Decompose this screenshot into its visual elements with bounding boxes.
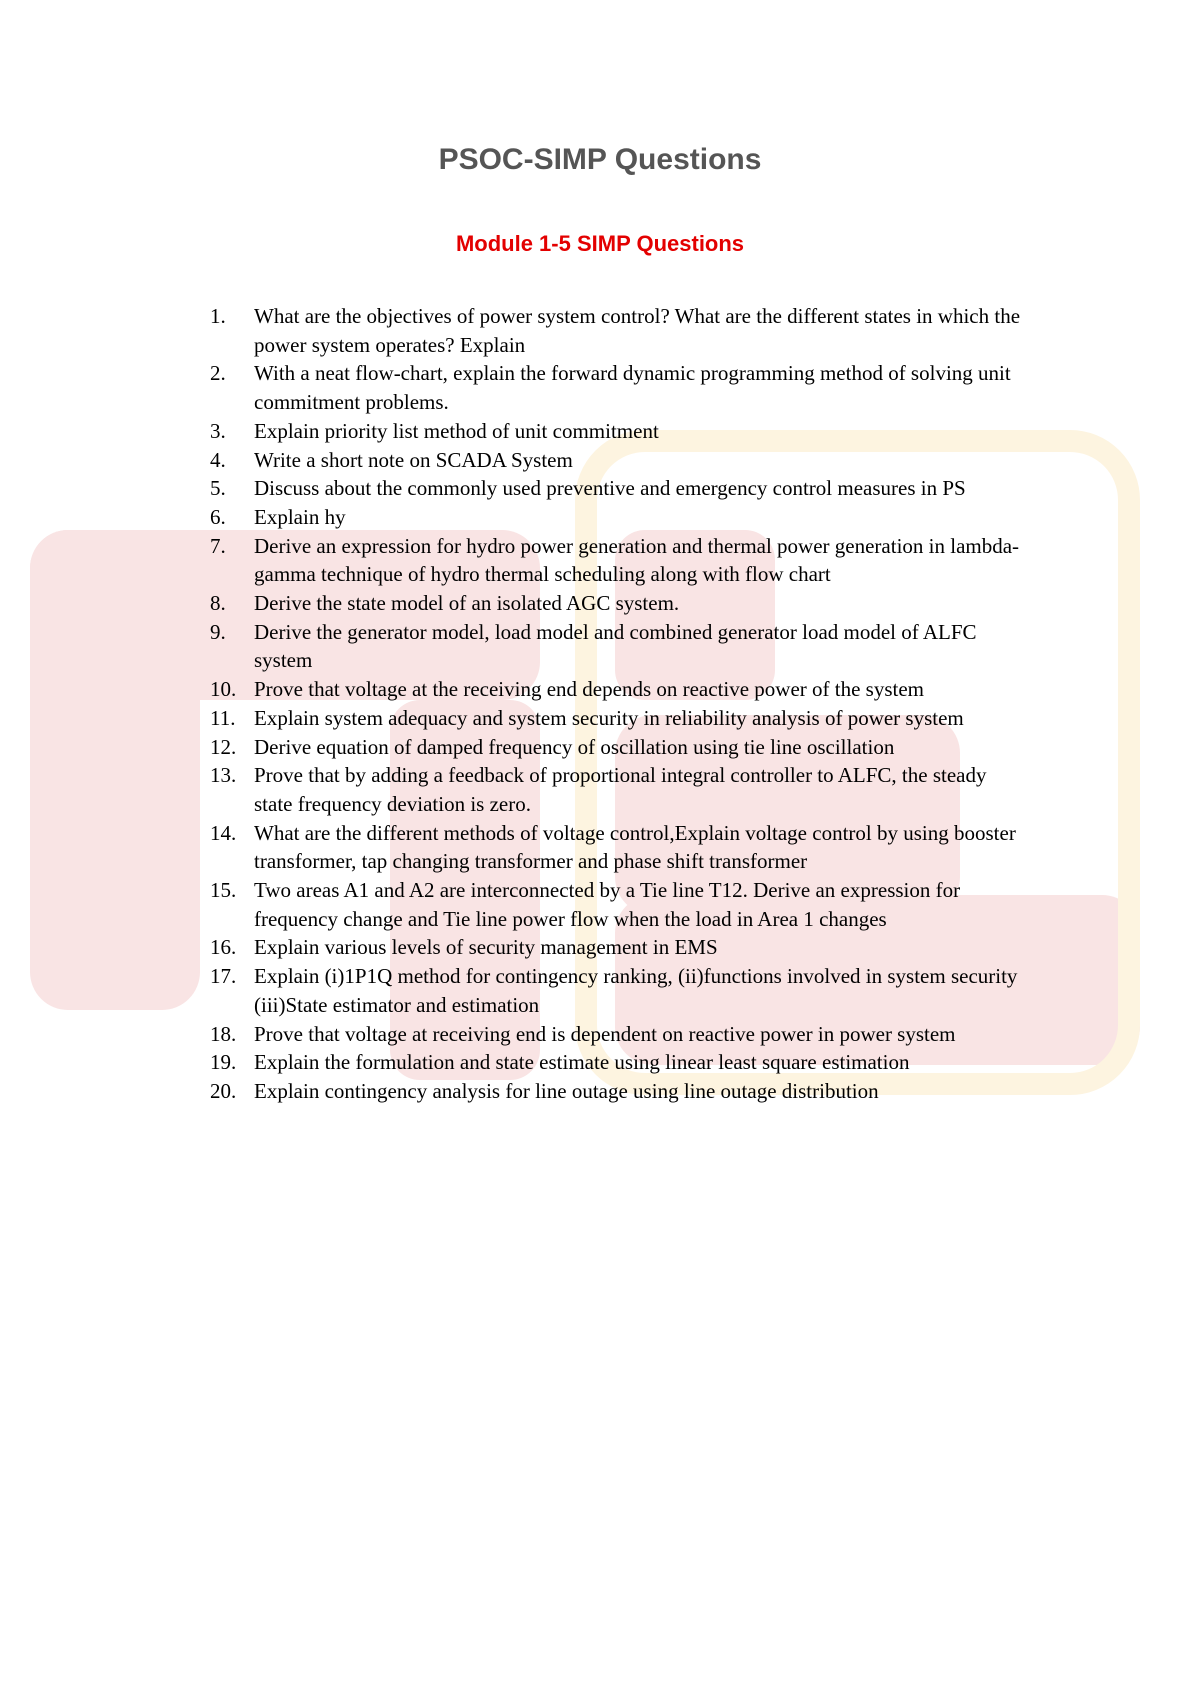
question-number: 13.: [210, 763, 237, 788]
question-text: Discuss about the commonly used preventive and emergency control measures in PS: [254, 476, 966, 501]
question-number: 5.: [210, 476, 226, 501]
question-text: Prove that voltage at receiving end is dependent on reactive power in power system: [254, 1021, 956, 1046]
question-text: Explain priority list method of unit commitment: [254, 418, 659, 443]
question-number: 8.: [210, 591, 226, 616]
question-item: [210, 618, 1030, 675]
question-text: Explain contingency analysis for line outage using line outage distribution: [254, 1078, 879, 1103]
question-number: 11.: [210, 705, 236, 730]
question-item: [210, 704, 1030, 733]
question-text: What are the different methods of voltage control,Explain voltage control by using booster transformer, tap changing transformer and phase shift transformer: [254, 820, 1016, 874]
question-item: [210, 1020, 1030, 1049]
question-item: [210, 761, 1030, 818]
question-text: Explain various levels of security management in EMS: [254, 935, 718, 960]
question-text: Derive the generator model, load model and combined generator load model of ALFC system: [254, 619, 977, 673]
question-item: [210, 474, 1030, 503]
question-text: Write a short note on SCADA System: [254, 447, 573, 472]
question-number: 20.: [210, 1078, 237, 1103]
question-number: 19.: [210, 1050, 237, 1075]
question-text: With a neat flow-chart, explain the forward dynamic programming method of solving unit commitment problems.: [254, 361, 1011, 415]
question-item: [210, 1048, 1030, 1077]
question-number: 6.: [210, 504, 226, 529]
question-text: Explain the formulation and state estimate using linear least square estimation: [254, 1050, 910, 1075]
question-item: [210, 962, 1030, 1019]
question-number: 2.: [210, 361, 226, 386]
question-text: Derive an expression for hydro power generation and thermal power generation in lambda-gamma technique of hydro thermal scheduling along with flow chart: [254, 533, 1020, 587]
question-item: [210, 589, 1030, 618]
question-text: Explain hy: [254, 504, 346, 529]
question-number: 15.: [210, 878, 237, 903]
question-text: Two areas A1 and A2 are interconnected by a Tie line T12. Derive an expression for frequency change and Tie line power flow when the load in Area 1 changes: [254, 878, 961, 931]
question-item: [210, 933, 1030, 962]
question-number: 12.: [210, 734, 237, 759]
question-item: [210, 532, 1030, 589]
question-item: [210, 876, 1030, 933]
question-item: [210, 503, 1030, 532]
question-number: 10.: [210, 677, 237, 702]
question-item: [210, 446, 1030, 475]
question-number: 4.: [210, 447, 226, 472]
question-number: 3.: [210, 418, 226, 443]
question-number: 14.: [210, 820, 237, 845]
question-item: [210, 359, 1030, 416]
question-item: [210, 675, 1030, 704]
question-text: What are the objectives of power system control? What are the different states in which the power system operates? Explain: [254, 304, 1021, 357]
question-number: 9.: [210, 619, 226, 644]
page-subtitle: Module 1-5 SIMP Questions: [455, 231, 745, 256]
question-number: 1.: [210, 304, 226, 328]
question-item: [210, 302, 1030, 359]
question-item: [210, 819, 1030, 876]
question-text: Prove that voltage at the receiving end depends on reactive power of the system: [254, 677, 925, 702]
question-item: [210, 417, 1030, 446]
question-number: 17.: [210, 964, 237, 989]
question-item: [210, 733, 1030, 762]
question-item: [210, 1077, 1030, 1106]
question-number: 16.: [210, 935, 237, 960]
question-number: 7.: [210, 533, 226, 558]
question-number: 18.: [210, 1021, 237, 1046]
question-text: Derive the state model of an isolated AGC system.: [254, 591, 680, 616]
question-text: Explain (i)1P1Q method for contingency ranking, (ii)functions involved in system security (iii)State estimator and estimation: [254, 964, 1018, 1017]
question-text: Explain system adequacy and system security in reliability analysis of power system: [254, 705, 964, 730]
question-text: Derive equation of damped frequency of oscillation using tie line oscillation: [254, 734, 895, 759]
question-list: [210, 302, 1030, 1106]
question-text: Prove that by adding a feedback of proportional integral controller to ALFC, the steady state frequency deviation is zero.: [254, 763, 987, 816]
page-title: PSOC-SIMP Questions: [438, 143, 762, 176]
